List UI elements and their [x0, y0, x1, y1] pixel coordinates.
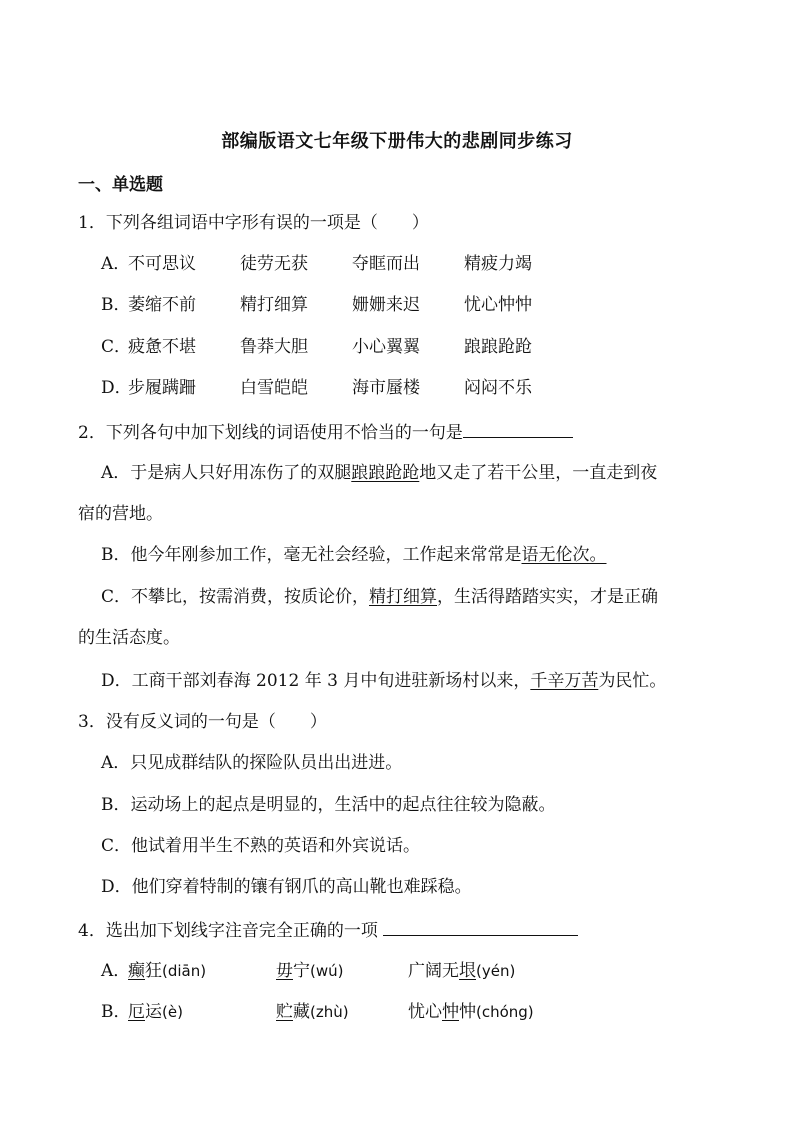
section-heading: 一、单选题: [78, 175, 163, 195]
question-2-option-c: [101, 586, 658, 608]
char: 忧心: [408, 1002, 442, 1022]
question-3-option-c: C．他试着用半生不熟的英语和外宾说话。: [101, 836, 421, 856]
option-text: B．他今年刚参加工作，毫无社会经验，工作起来常常是: [101, 545, 522, 565]
underlined-word: 踉踉跄跄: [351, 463, 420, 483]
option-text: A．于是病人只好用冻伤了的双腿: [101, 463, 352, 483]
question-3-option-d: D．他们穿着特制的镶有钢爪的高山靴也难踩稳。: [101, 877, 472, 897]
pinyin-item: [276, 1001, 349, 1023]
option-label: C．: [101, 337, 132, 357]
option-label: D．: [101, 378, 132, 398]
pinyin-item: [408, 960, 515, 982]
option-label: B．: [101, 295, 131, 315]
underlined-word: 千辛万苦: [530, 671, 599, 691]
word: 姗姗来迟: [352, 295, 420, 315]
pinyin: (yén): [476, 962, 516, 980]
pinyin: (diān): [162, 962, 207, 980]
option-label: B．: [101, 1002, 131, 1022]
word: 步履蹒跚: [128, 378, 196, 398]
word: 踉踉跄跄: [464, 337, 532, 357]
question-3-stem: 3．没有反义词的一句是（ ）: [78, 712, 327, 732]
word: 海市蜃楼: [352, 378, 420, 398]
question-2-option-a: [101, 462, 657, 484]
underlined-word: 语无伦次。: [521, 545, 607, 565]
pinyin: (zhù): [310, 1003, 349, 1021]
word: 夺眶而出: [352, 254, 420, 274]
char: 运: [145, 1002, 162, 1022]
option-text: ，生活得踏踏实实，才是正确: [437, 587, 659, 607]
question-4-stem: [78, 918, 578, 942]
question-3-option-b: B．运动场上的起点是明显的，生活中的起点往往较为隐蔽。: [101, 795, 556, 815]
word: 忧心忡忡: [464, 295, 532, 315]
word: 萎缩不前: [128, 295, 196, 315]
question-2-option-c-continued: 的生活态度。: [78, 628, 180, 648]
stem-text: 4．选出加下划线字注音完全正确的一项: [78, 921, 378, 941]
answer-blank[interactable]: [463, 420, 573, 438]
char: 狂: [145, 961, 162, 981]
word: 鲁莽大胆: [240, 337, 308, 357]
pinyin-item: [408, 1001, 534, 1023]
char: 忡: [459, 1002, 476, 1022]
question-2-option-a-continued: 宿的营地。: [78, 504, 163, 524]
word: 小心翼翼: [352, 337, 420, 357]
word: 闷闷不乐: [464, 378, 532, 398]
option-text: D．工商干部刘春海 2012 年 3 月中旬进驻新场村以来，: [101, 671, 531, 691]
question-2-option-d: [101, 670, 666, 692]
char: 宁: [293, 961, 310, 981]
answer-blank[interactable]: [383, 918, 578, 936]
page-title: 部编版语文七年级下册伟大的悲剧同步练习: [221, 131, 573, 152]
option-label: A．: [101, 961, 131, 981]
pinyin: (wú): [310, 962, 344, 980]
word: 徒劳无获: [240, 254, 308, 274]
option-text: C．不攀比，按需消费，按质论价，: [101, 587, 370, 607]
underlined-char: 毋: [276, 961, 293, 981]
underlined-char: 贮: [276, 1002, 293, 1022]
word: 疲惫不堪: [128, 337, 196, 357]
pinyin: (è): [162, 1003, 183, 1021]
pinyin-item: [128, 960, 206, 982]
underlined-char: 垠: [459, 961, 476, 981]
question-2-stem: [78, 420, 573, 444]
pinyin: (chóng): [476, 1003, 534, 1021]
underlined-char: 癫: [128, 961, 145, 981]
char: 广阔无: [408, 961, 459, 981]
word: 白雪皑皑: [240, 378, 308, 398]
char: 藏: [293, 1002, 310, 1022]
underlined-char: 忡: [442, 1002, 459, 1022]
option-text: 地又走了若干公里，一直走到夜: [419, 463, 658, 483]
option-text: 为民忙。: [598, 671, 667, 691]
question-3-option-a: A．只见成群结队的探险队员出出进进。: [101, 753, 403, 773]
word: 精打细算: [240, 295, 308, 315]
underlined-word: 精打细算: [369, 587, 438, 607]
pinyin-item: [276, 960, 343, 982]
pinyin-item: [128, 1001, 183, 1023]
option-label: A．: [101, 254, 131, 274]
question-1-stem: 1．下列各组词语中字形有误的一项是（ ）: [78, 213, 429, 233]
word: 精疲力竭: [464, 254, 532, 274]
word: 不可思议: [128, 254, 196, 274]
question-2-option-b: [101, 544, 607, 566]
underlined-char: 厄: [128, 1002, 145, 1022]
stem-text: 2．下列各句中加下划线的词语使用不恰当的一句是: [78, 423, 463, 443]
